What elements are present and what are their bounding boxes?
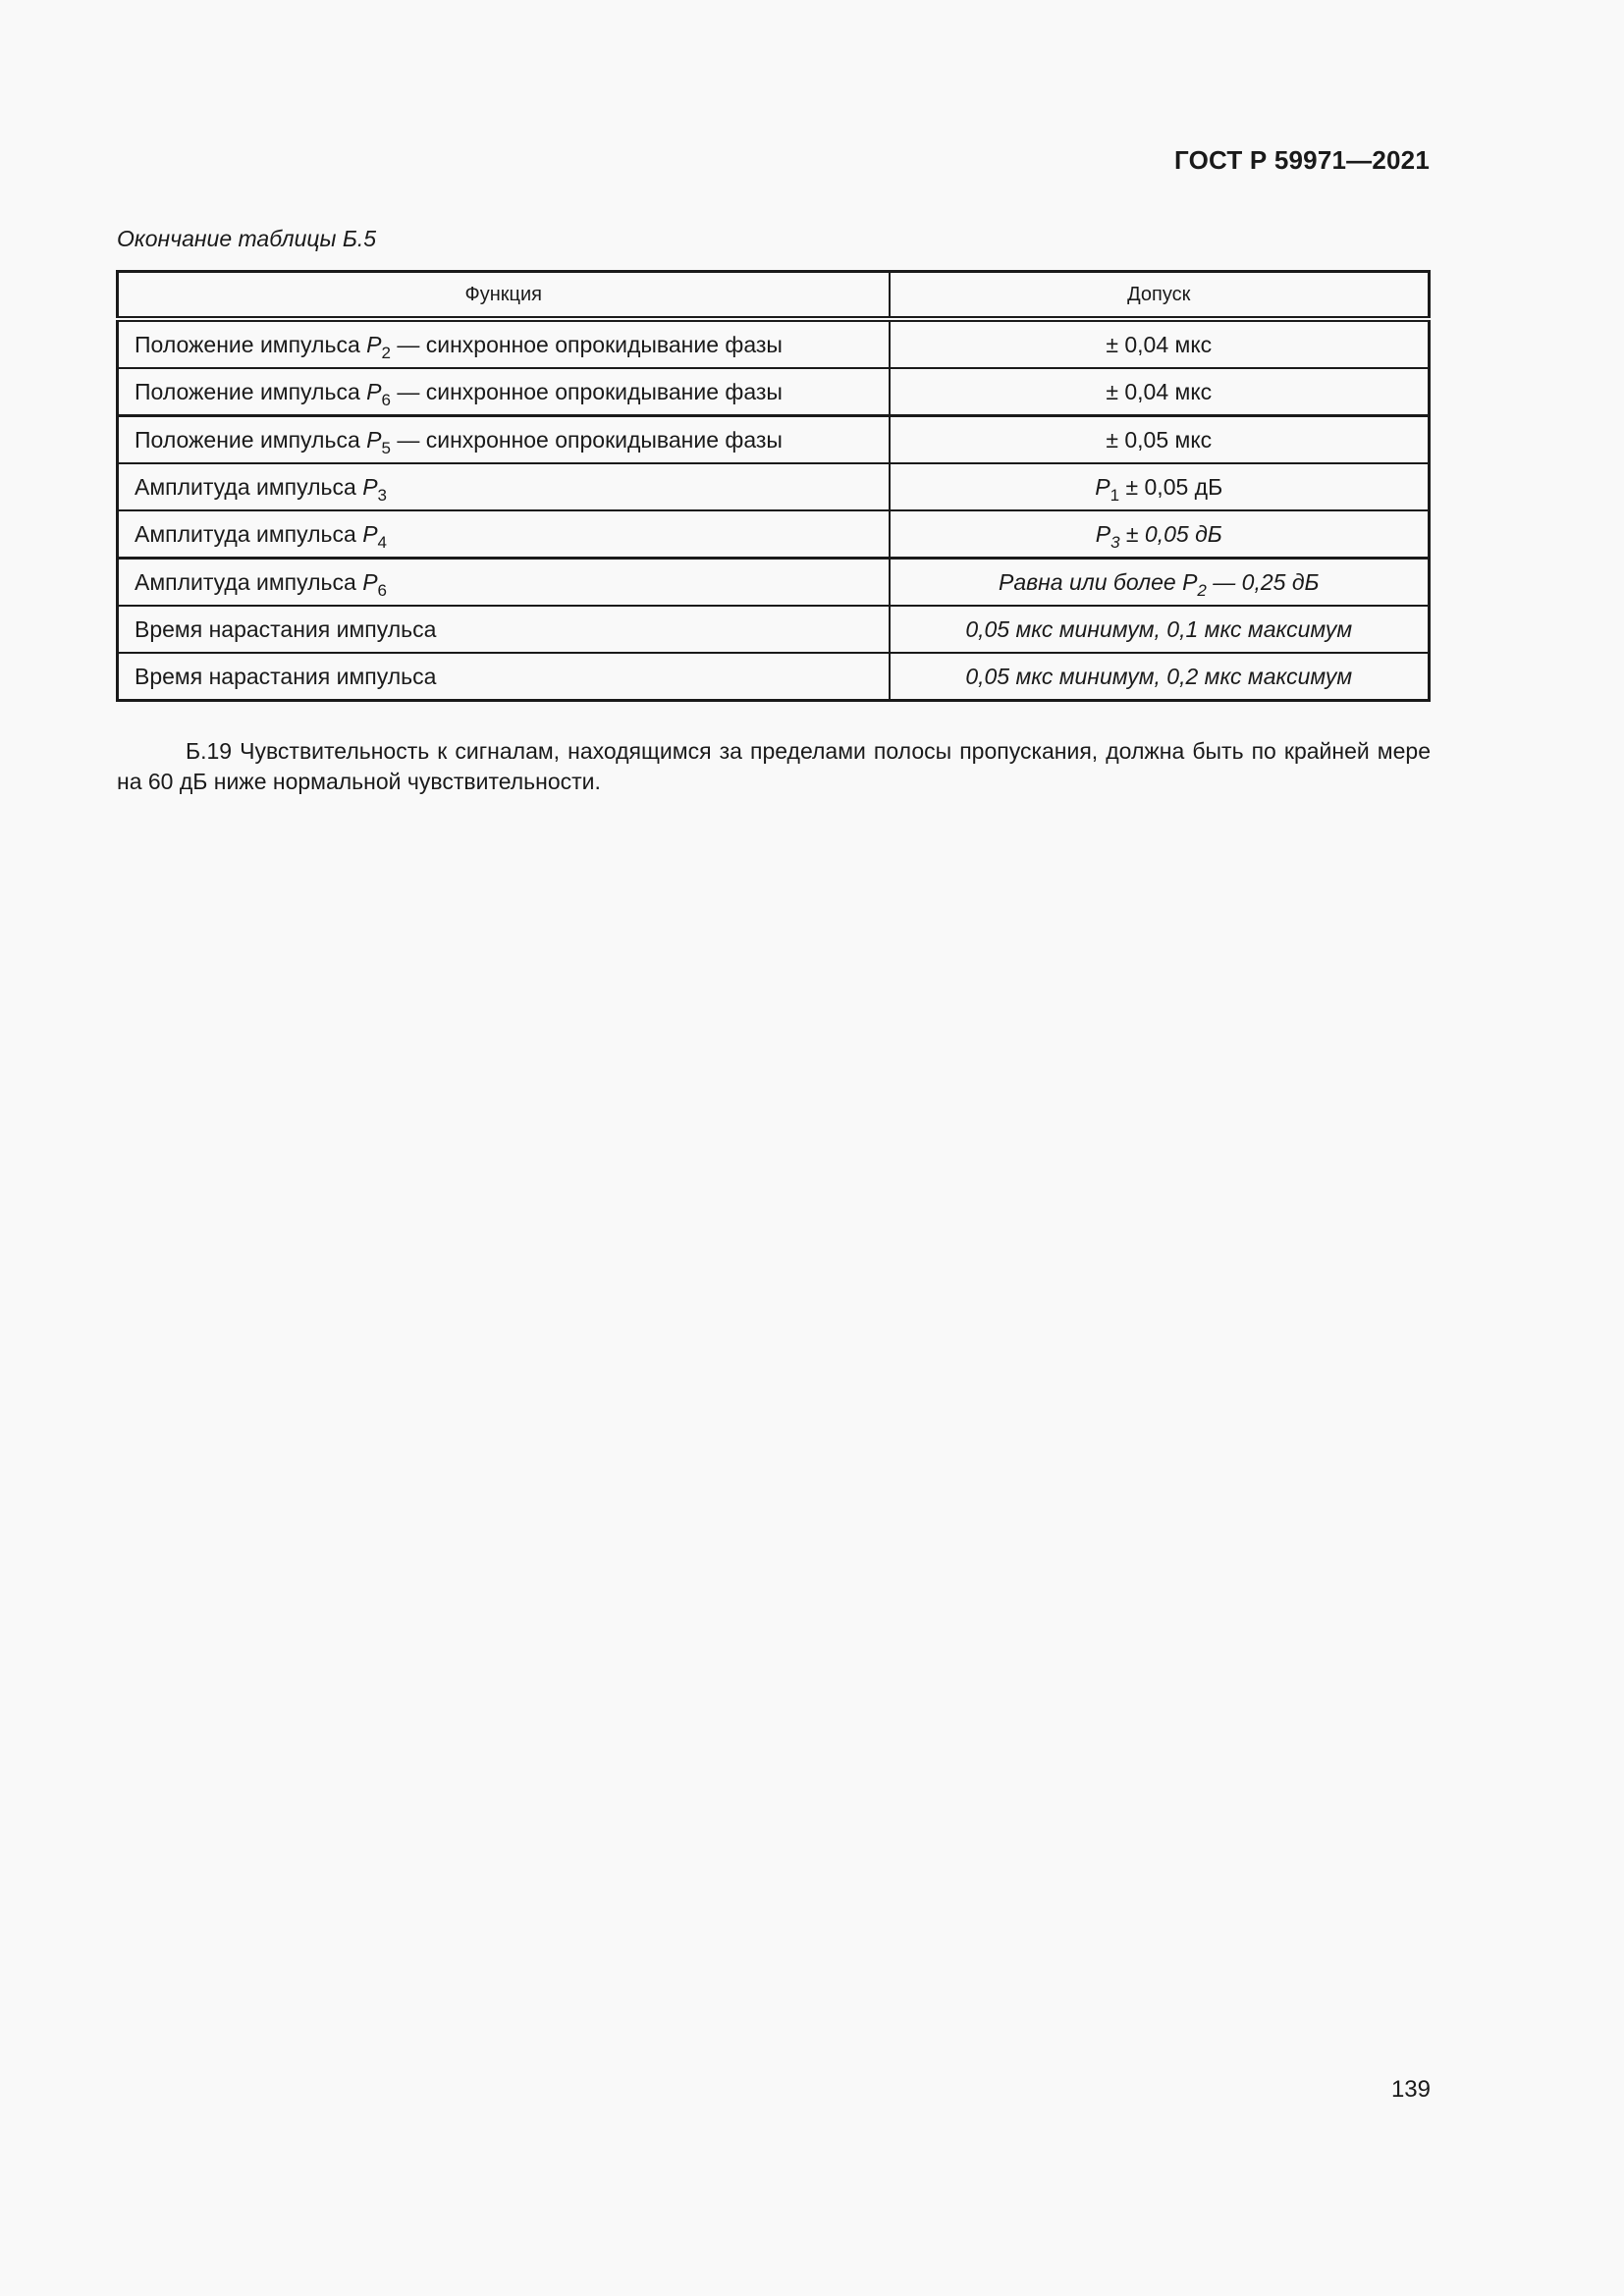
- cell-function: [118, 416, 890, 464]
- variable-subscript: 4: [377, 532, 388, 552]
- table-row: [118, 416, 1430, 464]
- variable-subscript: 2: [1197, 580, 1207, 600]
- cell-text: Амплитуда импульса: [135, 568, 363, 595]
- cell-text: Время нарастания импульса: [135, 615, 437, 642]
- document-standard-id: ГОСТ Р 59971—2021: [1174, 145, 1430, 175]
- column-header-tolerance: Допуск: [890, 272, 1430, 320]
- table-header-row: [118, 272, 1430, 320]
- variable-subscript: 6: [381, 390, 391, 409]
- cell-function: [118, 559, 890, 607]
- cell-tolerance: [890, 319, 1430, 368]
- cell-text-suffix: — синхронное опрокидывание фазы: [390, 426, 783, 453]
- variable-symbol: P: [366, 426, 382, 453]
- cell-tolerance: [890, 463, 1430, 510]
- variable-symbol: P: [366, 331, 382, 357]
- cell-text: ± 0,04 мкс: [1106, 378, 1213, 404]
- table-caption: Окончание таблицы Б.5: [117, 226, 377, 251]
- cell-text: ± 0,04 мкс: [1106, 331, 1213, 357]
- variable-symbol: P: [1095, 473, 1110, 500]
- table-row: [118, 606, 1430, 653]
- variable-symbol: P: [362, 520, 378, 547]
- cell-function: [118, 463, 890, 510]
- variable-subscript: 6: [377, 580, 388, 600]
- cell-text: Амплитуда импульса: [135, 520, 363, 547]
- cell-function: [118, 368, 890, 416]
- cell-function: [118, 319, 890, 368]
- table-row: [118, 319, 1430, 368]
- variable-subscript: 1: [1110, 485, 1120, 505]
- column-header-function: Функция: [118, 272, 890, 320]
- variable-symbol: P: [366, 378, 382, 404]
- variable-subscript: 3: [377, 485, 388, 505]
- cell-tolerance: [890, 653, 1430, 701]
- variable-symbol: P: [362, 568, 378, 595]
- cell-text-suffix: — синхронное опрокидывание фазы: [390, 378, 783, 404]
- cell-text-suffix: — синхронное опрокидывание фазы: [390, 331, 783, 357]
- table-row: [118, 653, 1430, 701]
- cell-text: Равна или более: [998, 568, 1183, 595]
- paragraph-text: Б.19 Чувствительность к сигналам, находящимся за пределами полосы пропускания, должна быть по крайней мере на 60 дБ ниже нормальной чувствительности.: [117, 738, 1431, 794]
- cell-tolerance: [890, 606, 1430, 653]
- cell-text: Время нарастания импульса: [135, 663, 437, 689]
- cell-function: [118, 510, 890, 559]
- cell-tolerance: [890, 559, 1430, 607]
- cell-text: ± 0,05 мкс: [1106, 426, 1213, 453]
- cell-function: [118, 606, 890, 653]
- table-row: [118, 463, 1430, 510]
- cell-text-suffix: ± 0,05 дБ: [1119, 473, 1223, 500]
- cell-tolerance: [890, 510, 1430, 559]
- tolerance-table: [116, 270, 1431, 702]
- cell-text: 0,05 мкс минимум, 0,1 мкс максимум: [965, 615, 1353, 642]
- cell-tolerance: [890, 368, 1430, 416]
- variable-symbol: P: [1182, 568, 1198, 595]
- variable-subscript: 2: [381, 343, 391, 362]
- cell-text-suffix: — 0,25 дБ: [1206, 568, 1320, 595]
- cell-text: Положение импульса: [135, 378, 367, 404]
- table-row: [118, 368, 1430, 416]
- variable-symbol: P: [362, 473, 378, 500]
- cell-tolerance: [890, 416, 1430, 464]
- table-row: [118, 510, 1430, 559]
- variable-symbol: P: [1095, 520, 1111, 547]
- page-number: 139: [1390, 2076, 1431, 2103]
- variable-subscript: 3: [1110, 532, 1120, 552]
- cell-text: 0,05 мкс минимум, 0,2 мкс максимум: [965, 663, 1353, 689]
- paragraph-b19: [117, 736, 1431, 797]
- table-row: [118, 559, 1430, 607]
- cell-function: [118, 653, 890, 701]
- cell-text: Положение импульса: [135, 426, 367, 453]
- cell-text-suffix: ± 0,05 дБ: [1119, 520, 1222, 547]
- variable-subscript: 5: [381, 438, 391, 457]
- cell-text: Амплитуда импульса: [135, 473, 363, 500]
- cell-text: Положение импульса: [135, 331, 367, 357]
